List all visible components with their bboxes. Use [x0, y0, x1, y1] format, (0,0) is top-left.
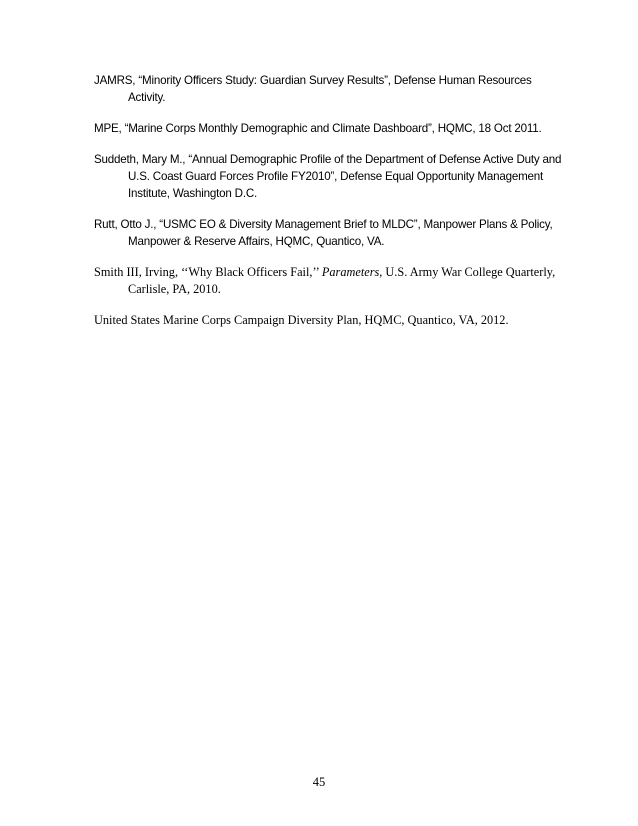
reference-text: JAMRS, “Minority Officers Study: Guardian Survey Results”, Defense Human Resources Activity.: [94, 74, 532, 104]
reference-journal-title: Parameters: [321, 265, 380, 279]
reference-entry-jamrs: [94, 72, 564, 106]
reference-text-after: , U.S. Army War College Quarterly, Carlisle, PA, 2010.: [128, 265, 556, 296]
reference-text: Suddeth, Mary M., “Annual Demographic Profile of the Department of Defense Active Duty and U.S. Coast Guard Forces Profile FY2010”, Defense Equal Opportunity Management Institute, Washington D.C.: [94, 153, 562, 200]
reference-entry-mpe: [94, 120, 564, 137]
reference-text: MPE, “Marine Corps Monthly Demographic and Climate Dashboard”, HQMC, 18 Oct 2011.: [94, 122, 542, 135]
reference-entry-rutt: [94, 216, 564, 250]
reference-entry-usmc-plan: [94, 312, 564, 329]
reference-text: United States Marine Corps Campaign Diversity Plan, HQMC, Quantico, VA, 2012.: [94, 313, 509, 327]
reference-entry-smith: [94, 264, 564, 298]
reference-entry-suddeth: [94, 151, 564, 202]
reference-list: [94, 72, 564, 343]
reference-text: Rutt, Otto J., “USMC EO & Diversity Management Brief to MLDC”, Manpower Plans & Policy, Manpower & Reserve Affairs, HQMC, Quantico, VA.: [94, 218, 553, 248]
reference-text-before: Smith III, Irving, ‘‘Why Black Officers Fail,’’: [94, 265, 322, 279]
page-number: 45: [312, 775, 326, 789]
